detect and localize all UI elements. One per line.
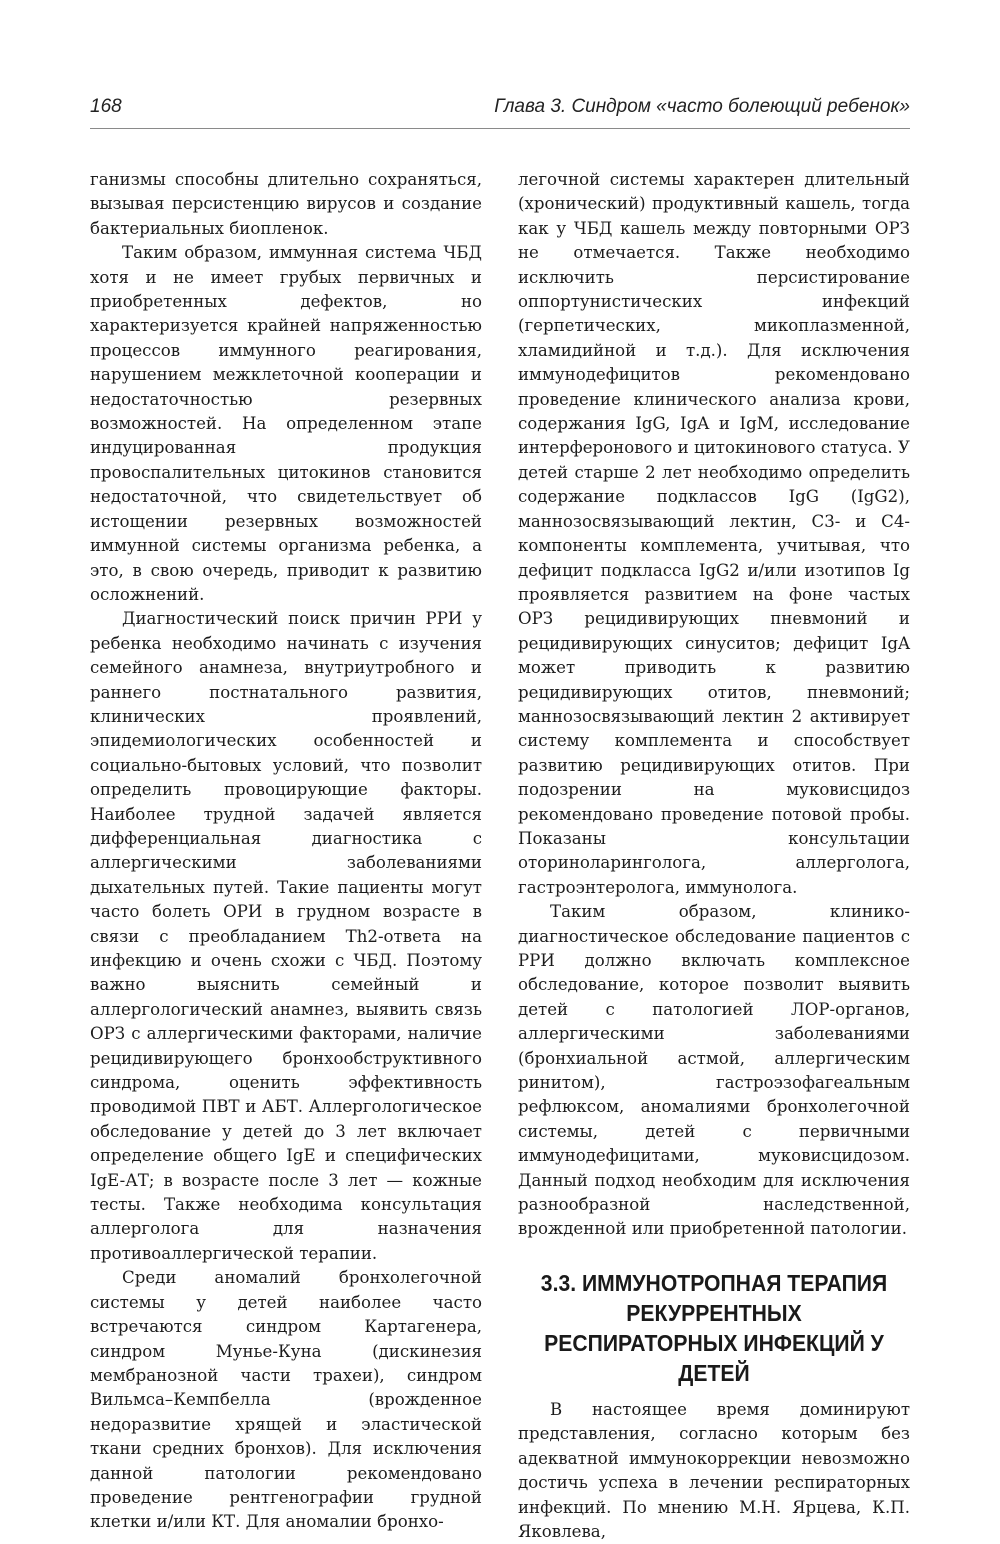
running-header — [90, 96, 910, 124]
paragraph: Таким образом, клинико-диагностическое обследование пациентов с РРИ должно включать комплексное обследование, которое позволит выявить детей с патологией ЛОР-органов, аллергическими заболеваниями (бронхиальной астмой, аллергическим ринитом), гастроэзофагеальным рефлюксом, аномалиями бронхолегочной системы, детей с первичными иммунодефицитами, муковисцидозом. Данный подход необходим для исключения разнообразной наследственной, врожденной или приобретенной патологии. — [518, 902, 910, 1239]
left-column — [90, 168, 482, 1535]
paragraph: В настоящее время доминируют представления, согласно которым без адекватной иммунокоррекции невозможно достичь успеха в лечении респираторных инфекций. По мнению М.Н. Ярцева, К.П. Яковлева, — [518, 1399, 910, 1541]
right-column — [518, 168, 910, 1544]
paragraph: ганизмы способны длительно сохраняться, вызывая персистенцию вирусов и создание бактериальных биопленок. — [90, 170, 482, 238]
paragraph: Таким образом, иммунная система ЧБД хотя и не имеет грубых первичных и приобретенных дефектов, но характеризуется крайней напряженностью процессов иммунного реагирования, нарушением межклеточной кооперации и недостаточностью резервных возможностей. На определенном этапе индуцированная продукция провоспалительных цитокинов становится недостаточной, что свидетельствует об истощении резервных возможностей иммунной системы организма ребенка, а это, в свою очередь, приводит к развитию осложнений. — [90, 243, 482, 604]
page-number: 168 — [90, 96, 122, 117]
chapter-title: Глава 3. Синдром «часто болеющий ребенок» — [494, 96, 910, 117]
header-divider — [90, 128, 910, 129]
paragraph: Диагностический поиск причин РРИ у ребенка необходимо начинать с изучения семейного анамнеза, внутриутробного и раннего постнатального развития, клинических проявлений, эпидемиологических особенностей и социально-бытовых условий, что позволит определить провоцирующие факторы. Наиболее трудной задачей является дифференциальная диагностика с аллергическими заболеваниями дыхательных путей. Такие пациенты могут часто болеть ОРИ в грудном возрасте в связи с преобладанием Th2-ответа на инфекцию и очень схожи с ЧБД. Поэтому важно выяснить семейный и аллергологический анамнез, выявить связь ОРЗ с аллергическими факторами, наличие рецидивирующего бронхообструктивного синдрома, оценить эффективность проводимой ПВТ и АБТ. Аллергологическое обследование у детей до 3 лет включает определение общего IgE и специфических IgE-АТ; в возрасте после 3 лет — кожные тесты. Также необходима консультация аллерголога для назначения противоаллергической терапии. — [90, 609, 482, 1263]
paragraph: Среди аномалий бронхолегочной системы у детей наиболее часто встречаются синдром Картагенера, синдром Мунье-Куна (дискинезия мембранозной части трахеи), синдром Вильмса–Кемпбелла (врожденное недоразвитие хрящей и эластической ткани средних бронхов). Для исключения данной патологии рекомендовано проведение рентгенографии грудной клетки и/или КТ. Для аномалии бронхо- — [90, 1268, 482, 1532]
paragraph: легочной системы характерен длительный (хронический) продуктивный кашель, тогда как у ЧБД кашель между повторными ОРЗ не отмечается. Также необходимо исключить персистирование оппортунистических инфекций (герпетических, микоплазменной, хламидийной и т.д.). Для исключения иммунодефицитов рекомендовано проведение клинического анализа крови, содержания IgG, IgA и IgM, исследование интерферонового и цитокинового статуса. У детей старше 2 лет необходимо определить содержание подклассов IgG (IgG2), маннозосвязывающий лектин, С3- и С4-компоненты комплемента, учитывая, что дефицит подкласса IgG2 и/или изотипов Ig проявляется развитием на фоне частых ОРЗ рецидивирующих пневмоний и рецидивирующих синуситов; дефицит IgA может приводить к развитию рецидивирующих отитов, пневмоний; маннозосвязывающий лектин 2 активирует систему комплемента и способствует развитию рецидивирующих отитов. При подозрении на муковисцидоз рекомендовано проведение потовой пробы. Показаны консультации оториноларинголога, аллерголога, гастроэнтеролога, иммунолога. — [518, 170, 910, 897]
section-heading: 3.3. ИММУНОТРОПНАЯ ТЕРАПИЯ РЕКУРРЕНТНЫХ РЕСПИРАТОРНЫХ ИНФЕКЦИЙ У ДЕТЕЙ — [540, 1269, 888, 1386]
